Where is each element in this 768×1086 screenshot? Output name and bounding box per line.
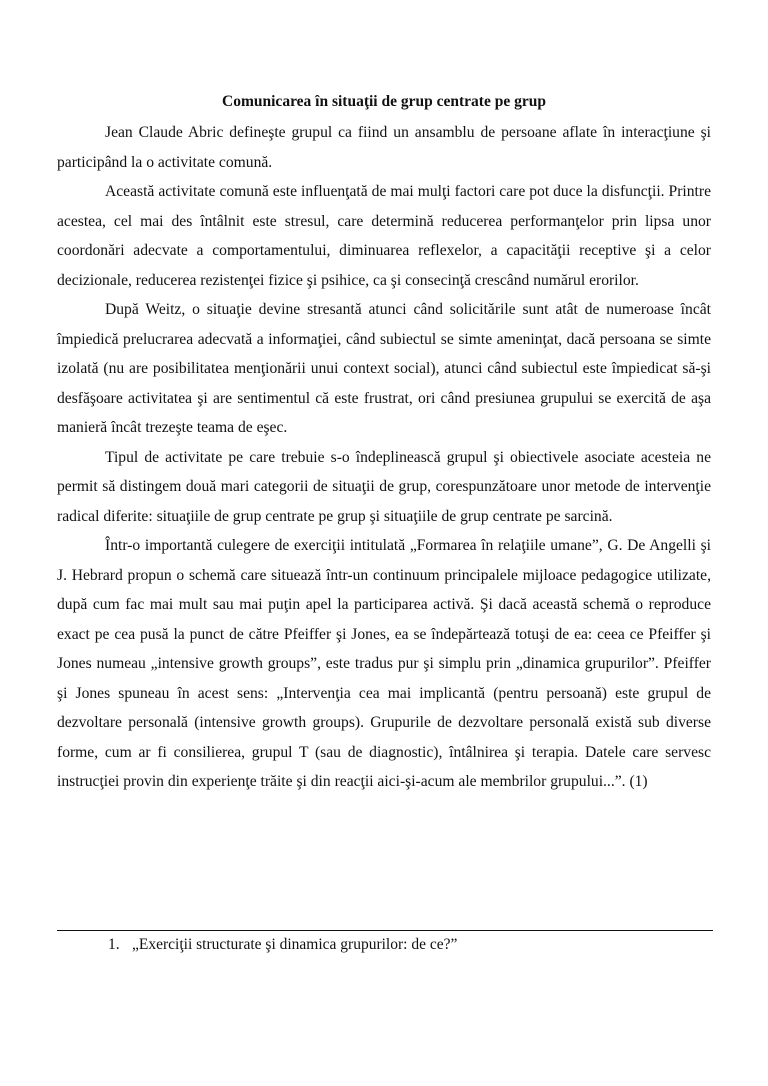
footnote-separator [57,930,713,931]
document-title: Comunicarea în situaţii de grup centrate pe grup [222,93,546,110]
paragraph-1: Jean Claude Abric defineşte grupul ca fiind un ansamblu de persoane aflate în interacţiune şi participând la o activitate comună. [57,124,711,171]
footnote-number: 1. [108,936,120,953]
paragraph-3: După Weitz, o situaţie devine stresantă atunci când solicitările sunt atât de numeroase încât împiedică prelucrarea adecvată a informaţiei, când subiectul se simte ameninţat, dacă persoana se simte izolată (nu are posibilitatea menţionării unui context social), atunci când subiectul este împiedicat să-şi desfăşoare activitatea şi are sentimentul că este frustrat, ori când presiunea grupului se exercită de aşa manieră încât trezeşte teama de eşec. [57,301,711,436]
paragraph-5: Într-o importantă culegere de exerciţii intitulată „Formarea în relaţiile umane”, G. De Angelli şi J. Hebrard propun o schemă care situează într-un continuum principalele mijloace pedagogice utilizate, după cum fac mai mult sau mai puţin apel la participarea activă. Şi dacă această schemă o reproduce exact pe cea pusă la punct de către Pfeiffer şi Jones, ea se îndepărtează totuşi de ea: ceea ce Pfeiffer şi Jones numeau „intensive growth groups”, este tradus pur şi simplu prin „dinamica grupurilor”. Pfeiffer şi Jones spuneau în acest sens: „Intervenţia cea mai implicantă (pentru persoană) este grupul de dezvoltare personală (intensive growth groups). Grupurile de dezvoltare personală există sub diverse forme, cum ar fi consilierea, grupul T (sau de diagnostic), întâlnirea şi terapia. Datele care servesc instrucţiei provin din experienţe trăite şi din reacţii aici-şi-acum ale membrilor grupului...”. (1) [57,537,711,790]
footnote-text: „Exerciţii structurate şi dinamica grupurilor: de ce?” [132,936,458,953]
document-body [57,118,711,797]
footnote [108,935,457,955]
paragraph-2: Această activitate comună este influenţată de mai mulţi factori care pot duce la disfuncţii. Printre acestea, cel mai des întâlnit este stresul, care determină reducerea performanţelor prin lipsa unor coordonări adecvate a comportamentului, diminuarea reflexelor, a capacităţii receptive şi a celor decizionale, reducerea rezistenţei fizice şi psihice, ca şi consecinţă crescând numărul erorilor. [57,183,711,289]
paragraph-4: Tipul de activitate pe care trebuie s-o îndeplinească grupul şi obiectivele asociate acesteia ne permit să distingem două mari categorii de situaţii de grup, corespunzătoare unor metode de intervenţie radical diferite: situaţiile de grup centrate pe grup şi situaţiile de grup centrate pe sarcină. [57,448,711,525]
